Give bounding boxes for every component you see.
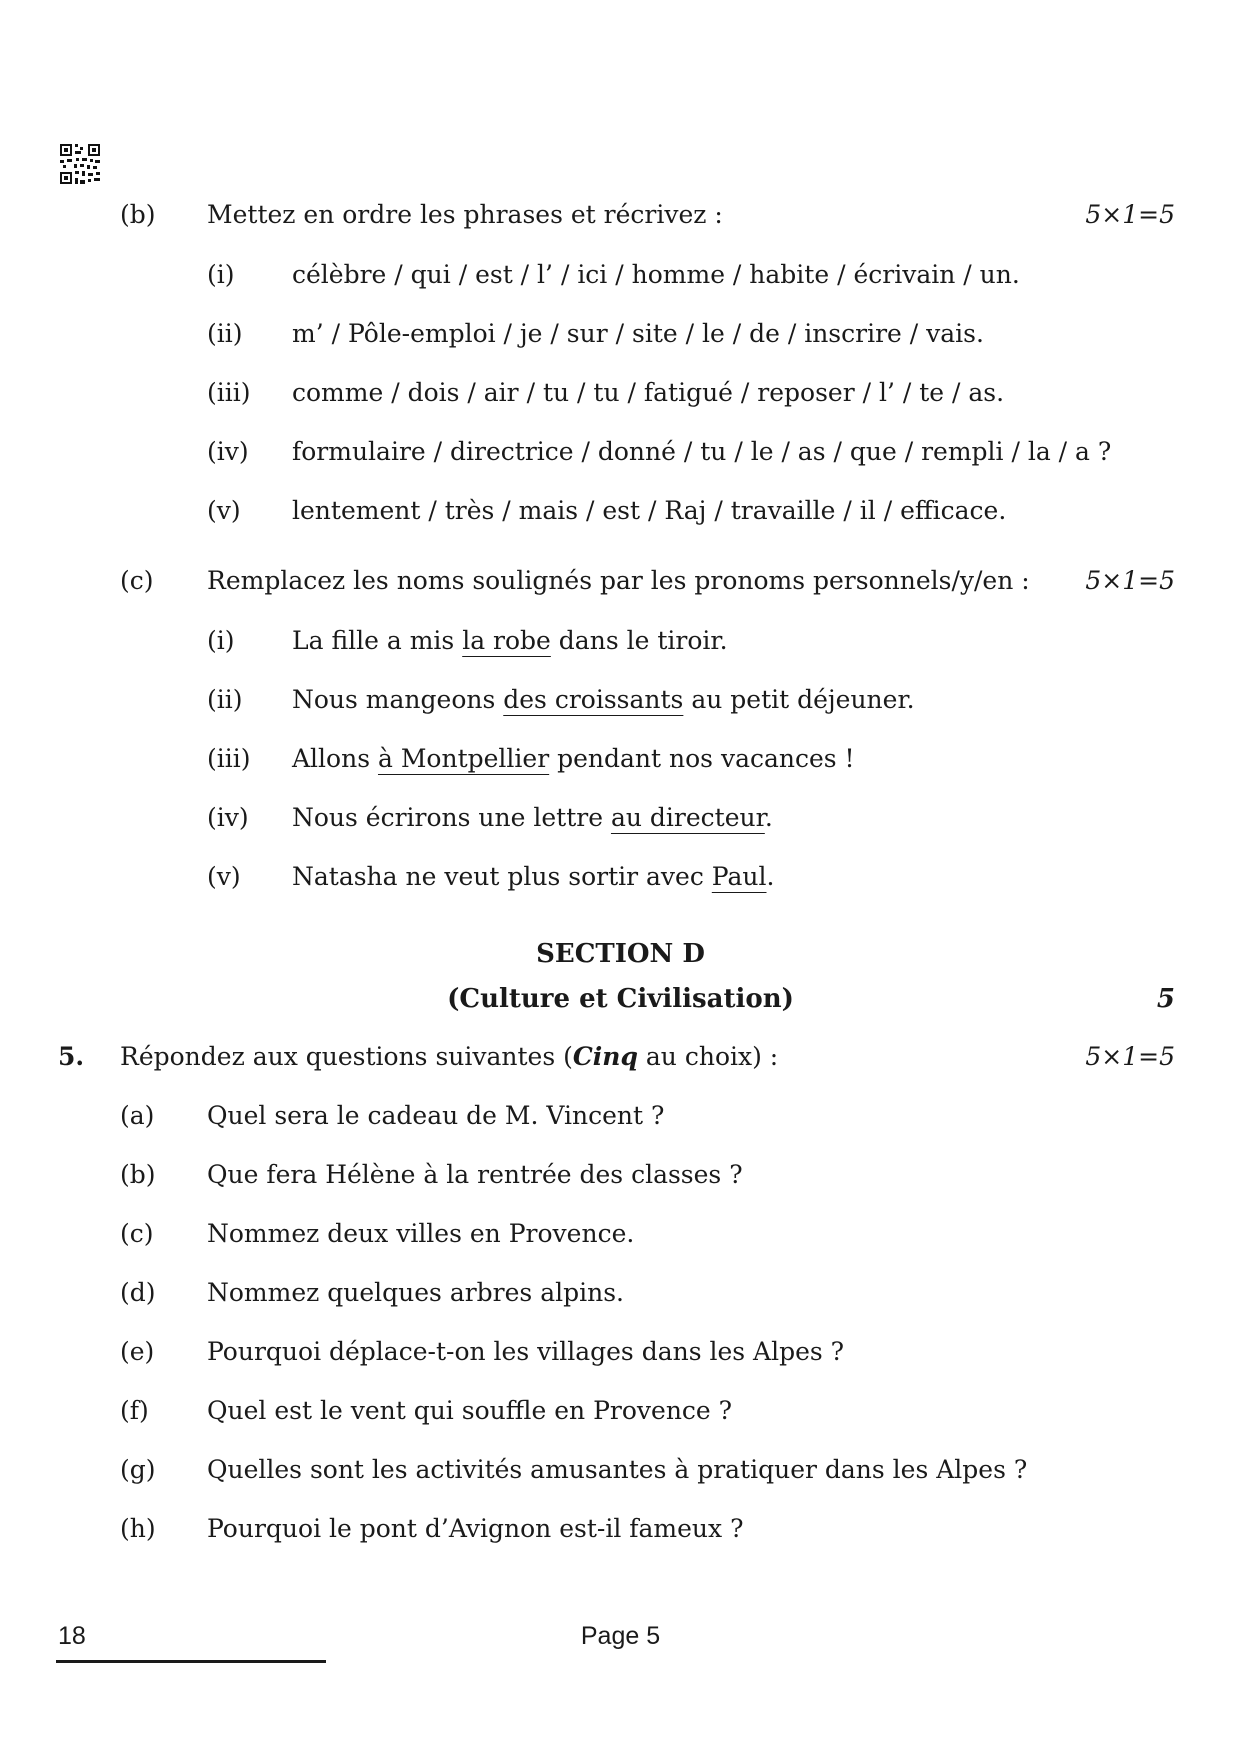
underlined-noun: au directeur <box>610 803 765 832</box>
item-text: comme / dois / air / tu / tu / fatigué / reposer / l’ / te / as. <box>292 378 1005 407</box>
item-text: Que fera Hélène à la rentrée des classes ? <box>207 1160 743 1189</box>
part-b-marks: 5×1=5 <box>1085 200 1175 229</box>
item-number: (iii) <box>207 378 251 407</box>
section-marks: 5 <box>1156 984 1175 1014</box>
underlined-noun: des croissants <box>503 685 684 714</box>
part-b-instruction: Mettez en ordre les phrases et récrivez : <box>207 200 723 229</box>
item-number: (ii) <box>207 685 243 714</box>
part-c-marks: 5×1=5 <box>1085 566 1175 595</box>
instruction-after: au choix) : <box>637 1042 779 1071</box>
item-text <box>292 624 728 658</box>
item-text: Pourquoi déplace-t-on les villages dans les Alpes ? <box>207 1337 845 1366</box>
item-number: (v) <box>207 862 241 891</box>
text-after: pendant nos vacances ! <box>549 744 855 773</box>
section-title: SECTION D <box>536 939 705 969</box>
item-label: (b) <box>120 1160 156 1189</box>
instruction-before: Répondez aux questions suivantes ( <box>120 1042 573 1071</box>
item-number: (v) <box>207 496 241 525</box>
item-label: (a) <box>120 1101 155 1130</box>
item-text: lentement / très / mais / est / Raj / travaille / il / efficace. <box>292 496 1007 525</box>
underlined-noun: à Montpellier <box>377 744 550 773</box>
item-label: (g) <box>120 1455 156 1484</box>
text-before: Allons <box>292 744 378 773</box>
item-number: (i) <box>207 626 235 655</box>
item-number: (ii) <box>207 319 243 348</box>
item-text: Pourquoi le pont d’Avignon est-il fameux ? <box>207 1514 744 1543</box>
item-text: Nommez deux villes en Provence. <box>207 1219 635 1248</box>
text-before: Nous mangeons <box>292 685 504 714</box>
text-after: . <box>766 862 775 891</box>
text-after: dans le tiroir. <box>550 626 728 655</box>
item-text: Quelles sont les activités amusantes à pratiquer dans les Alpes ? <box>207 1455 1028 1484</box>
text-after: . <box>764 803 773 832</box>
item-text: formulaire / directrice / donné / tu / le / as / que / rempli / la / a ? <box>292 437 1112 466</box>
footer-divider <box>56 1660 326 1663</box>
qr-code-icon <box>60 144 100 184</box>
text-after: au petit déjeuner. <box>683 685 915 714</box>
item-label: (f) <box>120 1396 149 1425</box>
item-text <box>292 683 915 717</box>
item-text <box>292 860 774 894</box>
page-number: Page 5 <box>580 1622 661 1650</box>
item-number: (iv) <box>207 803 249 832</box>
item-label: (c) <box>120 1219 154 1248</box>
item-text: célèbre / qui / est / l’ / ici / homme / habite / écrivain / un. <box>292 260 1020 289</box>
item-text: m’ / Pôle-emploi / je / sur / site / le / de / inscrire / vais. <box>292 319 984 348</box>
section-subtitle: (Culture et Civilisation) <box>447 984 794 1014</box>
underlined-noun: Paul <box>711 862 767 891</box>
text-before: Nous écrirons une lettre <box>292 803 611 832</box>
text-before: La fille a mis <box>292 626 463 655</box>
item-text <box>292 742 855 776</box>
item-text: Quel est le vent qui souffle en Provence ? <box>207 1396 733 1425</box>
item-number: (i) <box>207 260 235 289</box>
paper-code: 18 <box>58 1622 86 1650</box>
item-number: (iv) <box>207 437 249 466</box>
item-label: (d) <box>120 1278 156 1307</box>
item-label: (e) <box>120 1337 155 1366</box>
item-label: (h) <box>120 1514 156 1543</box>
part-b-label: (b) <box>120 200 156 229</box>
text-before: Natasha ne veut plus sortir avec <box>292 862 712 891</box>
item-text <box>292 801 773 835</box>
instruction-emphasis: Cinq <box>572 1042 638 1071</box>
part-c-label: (c) <box>120 566 154 595</box>
item-text: Nommez quelques arbres alpins. <box>207 1278 624 1307</box>
question-5-marks: 5×1=5 <box>1085 1042 1175 1071</box>
underlined-noun: la robe <box>462 626 551 655</box>
part-c-instruction: Remplacez les noms soulignés par les pronoms personnels/y/en : <box>207 566 1030 595</box>
question-instruction <box>120 1040 778 1074</box>
question-number: 5. <box>58 1042 85 1071</box>
item-number: (iii) <box>207 744 251 773</box>
item-text: Quel sera le cadeau de M. Vincent ? <box>207 1101 665 1130</box>
